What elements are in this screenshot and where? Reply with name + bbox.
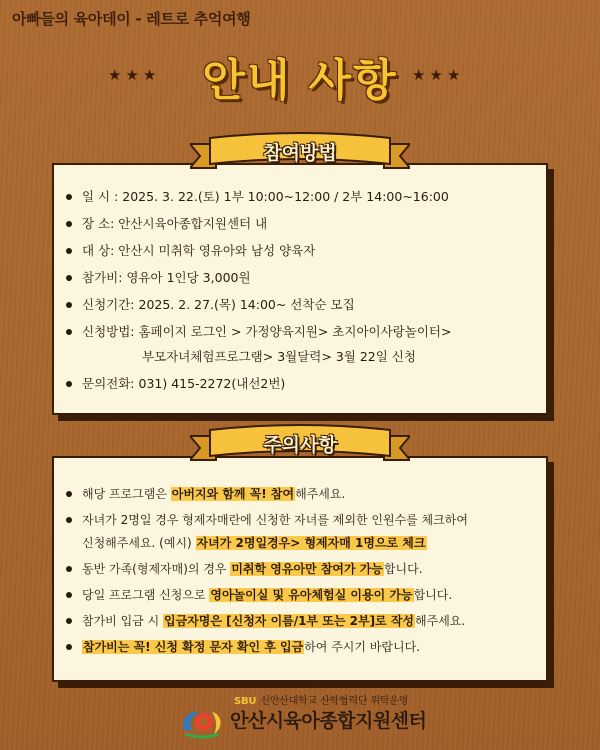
center-name: 안산시육아종합지원센터 xyxy=(230,710,427,732)
ribbon-caution xyxy=(190,424,410,464)
main-title: 안내 사항 xyxy=(202,55,398,106)
stars-right-icon: ★★★ xyxy=(412,66,465,84)
list-item-method: 신청방법: 홈페이지 로그인 > 가정양육지원> 초지아이사랑놀이터> xyxy=(64,324,538,340)
caution-item: 자녀가 2명일 경우 형제자매란에 신청한 자녀를 제외한 인원수를 체크하여 xyxy=(64,512,538,528)
section-label-participation: 참여방법 xyxy=(263,142,337,164)
caution-item: 참가비 입금 시 입금자명은 [신청자 이름/1부 또는 2부]로 작성해주세요. xyxy=(64,613,538,629)
list-item-target: 대 상: 안산시 미취학 영유아와 남성 양육자 xyxy=(64,243,538,259)
caution-item: 참가비는 꼭! 신청 확정 문자 확인 후 입금하여 주시기 바랍니다. xyxy=(64,639,538,655)
operator-text: SBU 신안산대학교 산학협력단 위탁운영 xyxy=(234,696,409,707)
caution-item-cont: 신청해주세요. (예시) 자녀가 2명일경우> 형제자매 1명으로 체크 xyxy=(82,536,426,550)
participation-box xyxy=(52,163,548,415)
main-title-area xyxy=(0,44,600,114)
list-item-place: 장 소: 안산시육아종합지원센터 내 xyxy=(64,216,538,232)
list-item-contact: 문의전화: 031) 415-2272(내선2번) xyxy=(64,376,538,392)
caution-box xyxy=(52,456,548,682)
caution-list xyxy=(64,486,538,665)
footer xyxy=(0,690,600,750)
participation-list xyxy=(64,189,538,403)
caution-item: 당일 프로그램 신청으로 영아놀이실 및 유아체험실 이용이 가능합니다. xyxy=(64,587,538,603)
list-item-method-cont: 부모자녀체험프로그램> 3월달력> 3월 22일 신청 xyxy=(142,349,416,364)
caution-item: 해당 프로그램은 아버지와 함께 꼭! 참여해주세요. xyxy=(64,486,538,502)
list-item-period: 신청기간: 2025. 2. 27.(목) 14:00~ 선착순 모집 xyxy=(64,297,538,313)
list-item-fee: 참가비: 영유아 1인당 3,000원 xyxy=(64,270,538,286)
event-title: 아빠들의 육아데이 - 레트로 추억여행 xyxy=(12,10,251,28)
caution-item: 동반 가족(형제자매)의 경우 미취학 영유아만 참여가 가능합니다. xyxy=(64,561,538,577)
list-item-date: 일 시 : 2025. 3. 22.(토) 1부 10:00~12:00 / 2부 14:00~16:00 xyxy=(64,189,538,205)
center-logo-icon xyxy=(178,704,226,740)
section-label-caution: 주의사항 xyxy=(263,434,337,456)
ribbon-participation xyxy=(190,132,410,172)
stars-left-icon: ★★★ xyxy=(108,66,161,84)
sbu-logo: SBU xyxy=(234,696,257,707)
